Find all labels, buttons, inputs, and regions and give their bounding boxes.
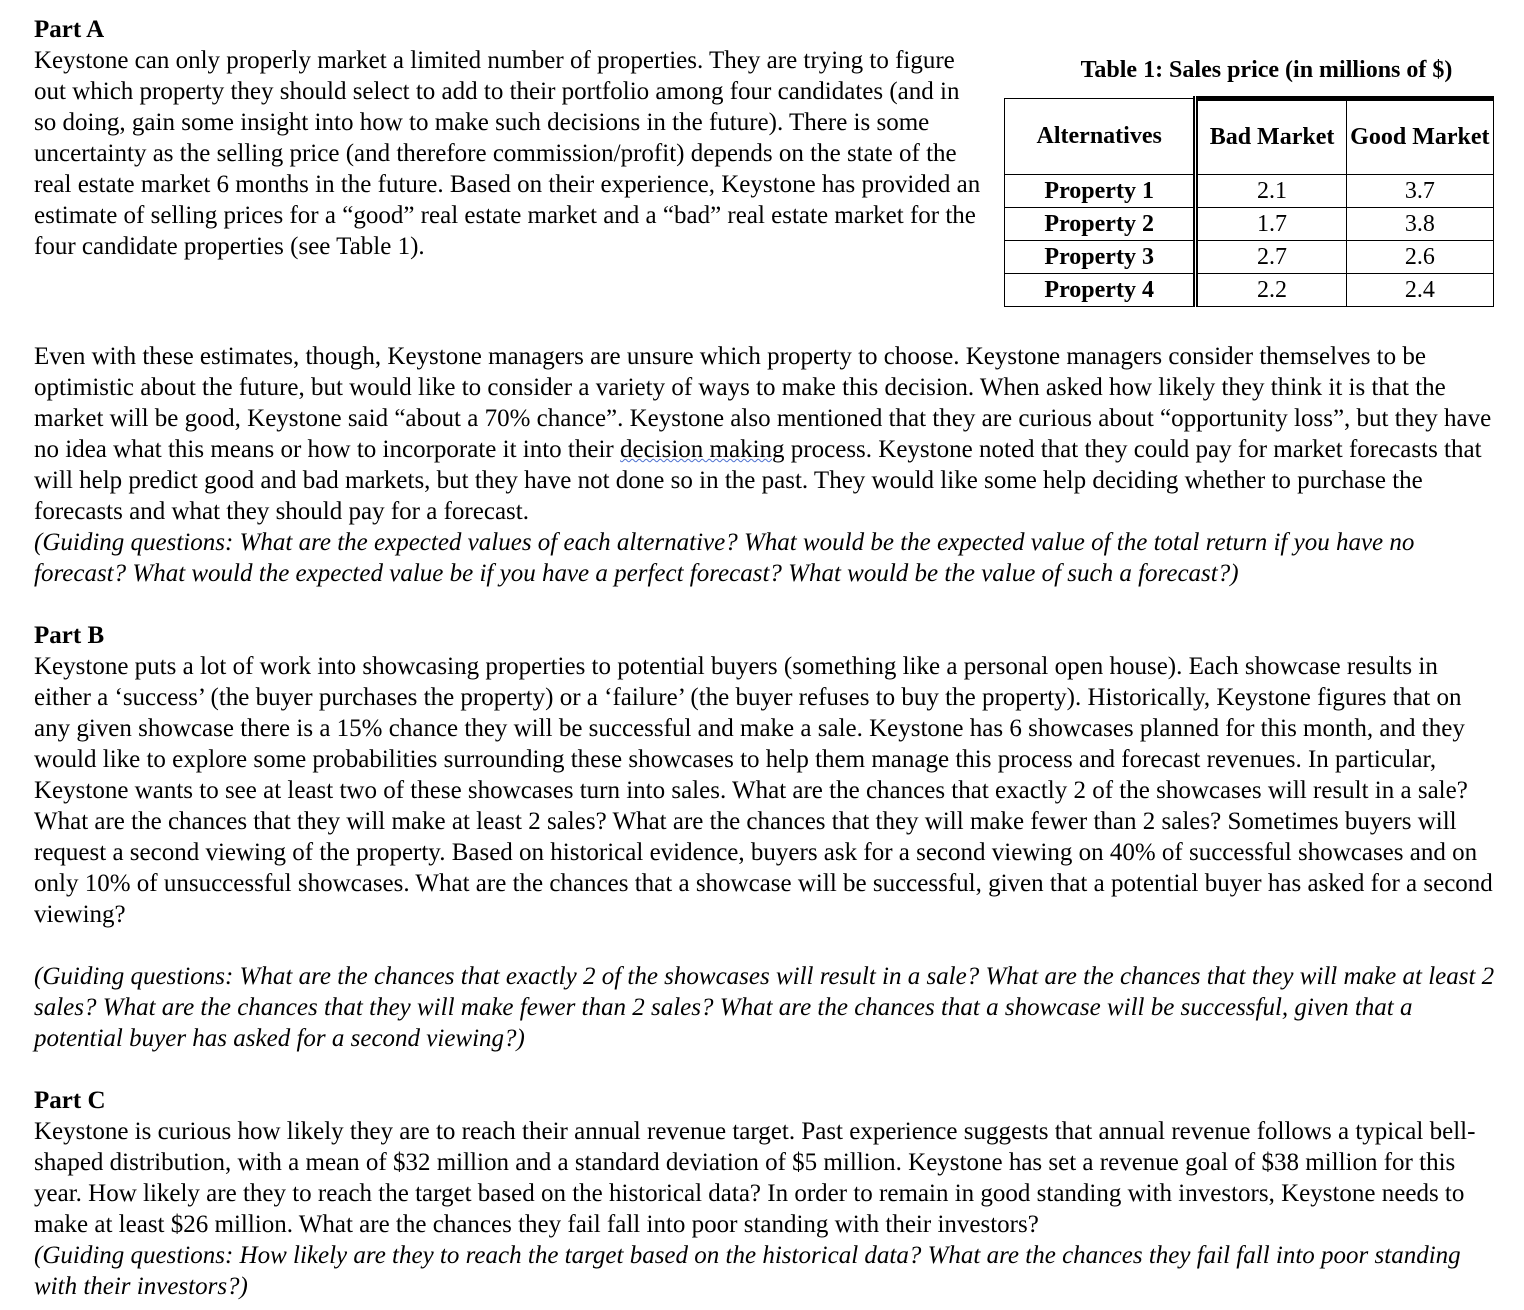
row-good-value: 2.4 <box>1346 274 1493 307</box>
row-good-value: 3.8 <box>1346 208 1493 241</box>
header-bad-market: Bad Market <box>1196 99 1346 175</box>
part-a-guiding-questions: (Guiding questions: What are the expected values of each alternative? What would be the expected value of the total return if you have no forecast? What would the expected value be if you have a perfect forecast? What would be the value of such a forecast?) <box>34 529 1415 587</box>
row-name: Property 2 <box>1005 208 1196 241</box>
part-a-intro-block <box>34 14 982 262</box>
part-b-heading: Part B <box>34 622 105 649</box>
part-b-body: Keystone puts a lot of work into showcasing properties to potential buyers (something like a personal open house). Each showcase results in either a ‘success’ (the buyer purchases the property) or a ‘failure’ (the buyer refuses to buy the property). Historically, Keystone figures that on any given showcase there is a 15% chance they will be successful and make a sale. Keystone has 6 showcases planned for this month, and they would like to explore some probabilities surrounding these showcases to help them manage this process and forecast revenues. In particular, Keystone wants to see at least two of these showcases turn into sales. What are the chances that exactly 2 of the showcases will result in a sale? What are the chances that they will make at least 2 sales? What are the chances that they will make fewer than 2 sales? Sometimes buyers will request a second viewing of the property. Based on historical evidence, buyers ask for a second viewing on 40% of successful showcases and on only 10% of unsuccessful showcases. What are the chances that a showcase will be successful, given that a potential buyer has asked for a second viewing? <box>34 653 1493 928</box>
part-c-guiding-questions: (Guiding questions: How likely are they to reach the target based on the historical data? What are the chances they fail fall into poor standing with their investors?) <box>34 1242 1461 1300</box>
header-alternatives: Alternatives <box>1005 99 1196 175</box>
part-c-heading: Part C <box>34 1087 106 1114</box>
row-bad-value: 2.2 <box>1196 274 1346 307</box>
table-row <box>1005 241 1494 274</box>
part-a-top <box>34 14 1496 310</box>
row-name: Property 4 <box>1005 274 1196 307</box>
table-row <box>1005 175 1494 208</box>
spelling-flagged-phrase: decision making <box>619 436 785 463</box>
spacer <box>34 1054 1496 1085</box>
spacer <box>34 589 1496 620</box>
part-a-body-text: Even with these estimates, though, Keystone managers are unsure which property to choose. Keystone managers consider themselves to be optimistic about the future, but would like to consider a variety of ways to make this decision. When asked how likely they think it is that the market will be good, Keystone said “about a 70% chance”. Keystone also mentioned that they are curious about “opportunity loss”, but they have no idea what this means or how to incorporate it into their <box>34 343 1492 463</box>
part-b-guiding-questions: (Guiding questions: What are the chances that exactly 2 of the showcases will result in a sale? What are the chances that they will make at least 2 sales? What are the chances that they will make fewer than 2 sales? What are the chances that a showcase will be successful, given that a potential buyer has asked for a second viewing?) <box>34 963 1495 1052</box>
part-c-body: Keystone is curious how likely they are to reach their annual revenue target. Past experience suggests that annual revenue follows a typical bell-shaped distribution, with a mean of $32 million and a standard deviation of $5 million. Keystone has set a revenue goal of $38 million for this year. How likely are they to reach the target based on the historical data? In order to remain in good standing with investors, Keystone needs to make at least $26 million. What are the chances they fail fall into poor standing with their investors? <box>34 1118 1476 1238</box>
document-page <box>34 14 1496 1302</box>
part-a-heading: Part A <box>34 16 105 43</box>
sales-price-table <box>1004 96 1494 307</box>
row-name: Property 3 <box>1005 241 1196 274</box>
row-good-value: 3.7 <box>1346 175 1493 208</box>
sales-price-table-block <box>1004 52 1495 307</box>
row-name: Property 1 <box>1005 175 1196 208</box>
table-row <box>1005 208 1494 241</box>
row-bad-value: 2.1 <box>1196 175 1346 208</box>
part-a-body <box>34 341 1496 527</box>
row-good-value: 2.6 <box>1346 241 1493 274</box>
row-bad-value: 1.7 <box>1196 208 1346 241</box>
table-title: Table 1: Sales price (in millions of $) <box>1080 57 1453 83</box>
header-good-market: Good Market <box>1346 99 1493 175</box>
part-a-intro: Keystone can only properly market a limited number of properties. They are trying to figure out which property they should select to add to their portfolio among four candidates (and in so doing, gain some insight into how to make such decisions in the future). There is some uncertainty as the selling price (and therefore commission/profit) depends on the state of the real estate market 6 months in the future. Based on their experience, Keystone has provided an estimate of selling prices for a “good” real estate market and a “bad” real estate market for the four candidate properties (see Table 1). <box>34 47 981 260</box>
table-row <box>1005 274 1494 307</box>
table-header-row <box>1005 99 1494 175</box>
spacer <box>34 310 1496 341</box>
spacer <box>34 930 1496 961</box>
part-a-body-text-end: process. Keystone noted that they could pay for market forecasts that will help predict good and bad markets, but they have not done so in the past. They would like some help deciding whether to purchase the forecasts and what they should pay for a forecast. <box>34 436 1482 525</box>
row-bad-value: 2.7 <box>1196 241 1346 274</box>
